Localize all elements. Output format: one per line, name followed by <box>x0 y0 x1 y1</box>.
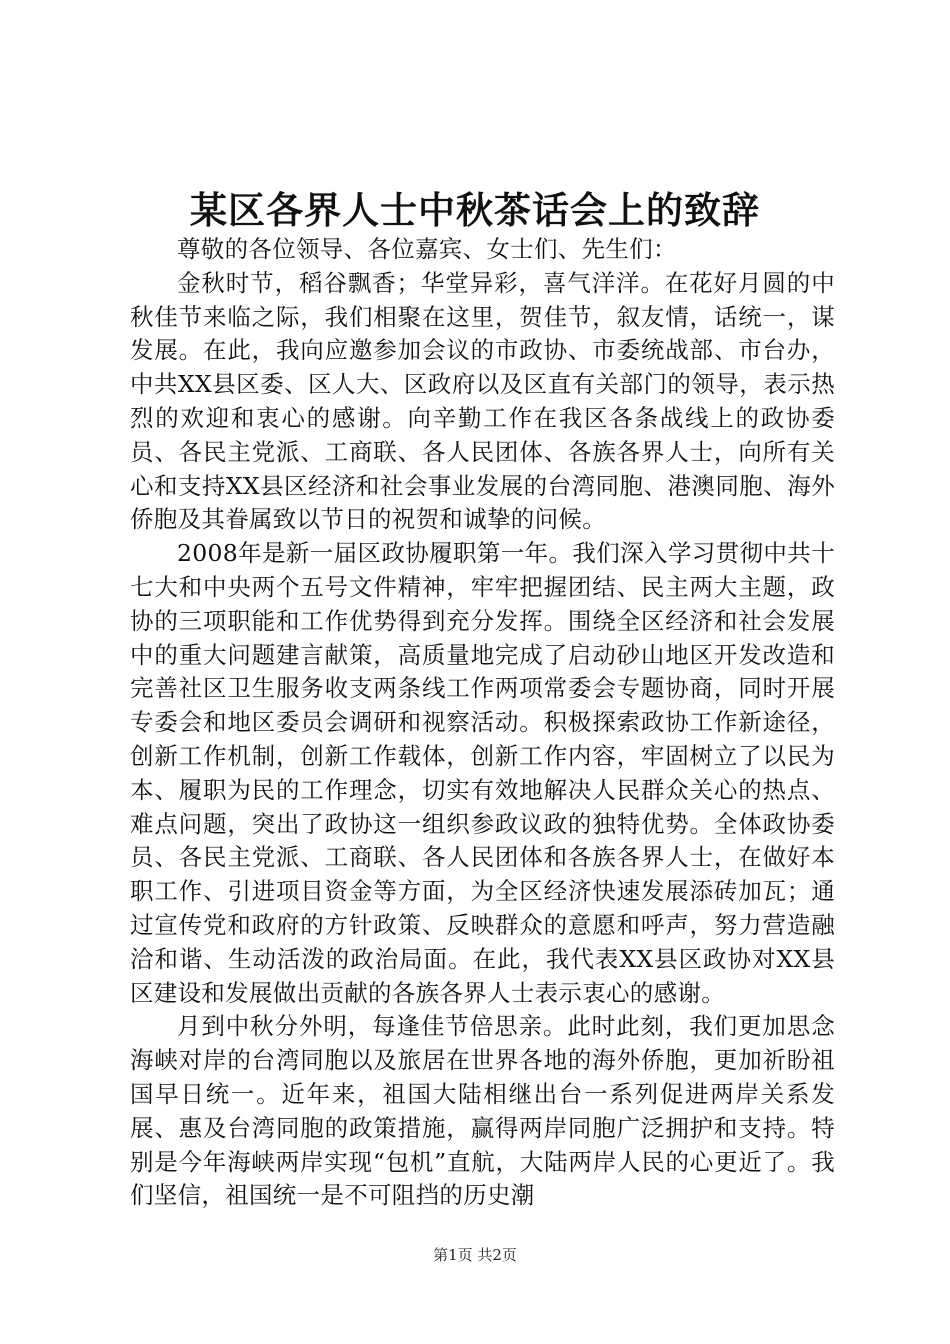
document-body <box>130 233 835 1213</box>
body-paragraph-3: 月到中秋分外明，每逢佳节倍思亲。此时此刻，我们更加思念海峡对岸的台湾同胞以及旅居在世界各地的海外侨胞，更加祈盼祖国早日统一。近年来，祖国大陆相继出台一系列促进两岸关系发展、惠及台湾同胞的政策措施，赢得两岸同胞广泛拥护和支持。特别是今年海峡两岸实现“包机”直航，大陆两岸人民的心更近了。我们坚信，祖国统一是不可阻挡的历史潮 <box>130 1012 835 1210</box>
salutation-paragraph: 尊敬的各位领导、各位嘉宾、女士们、先生们： <box>177 235 677 263</box>
page-number-footer: 第1页 共2页 <box>433 1246 517 1264</box>
body-paragraph-1: 金秋时节，稻谷飘香；华堂异彩，喜气洋洋。在花好月圆的中秋佳节来临之际，我们相聚在这里，贺佳节，叙友情，话统一，谋发展。在此，我向应邀参加会议的市政协、市委统战部、市台办，中共XX县区委、区人大、区政府以及区直有关部门的领导，表示热烈的欢迎和衷心的感谢。向辛勤工作在我区各条战线上的政协委员、各民主党派、工商联、各人民团体、各族各界人士，向所有关心和支持XX县区经济和社会事业发展的台湾同胞、港澳同胞、海外侨胞及其眷属致以节日的祝贺和诚挚的问候。 <box>130 268 835 534</box>
body-paragraph-2: 2008年是新一届区政协履职第一年。我们深入学习贯彻中共十七大和中央两个五号文件精神，牢牢把握团结、民主两大主题，政协的三项职能和工作优势得到充分发挥。围绕全区经济和社会发展中的重大问题建言献策，高质量地完成了启动砂山地区开发改造和完善社区卫生服务收支两条线工作两项常委会专题协商，同时开展专委会和地区委员会调研和视察活动。积极探索政协工作新途径，创新工作机制，创新工作载体，创新工作内容，牢固树立了以民为本、履职为民的工作理念，切实有效地解决人民群众关心的热点、难点问题，突出了政协这一组织参政议政的独特优势。全体政协委员、各民主党派、工商联、各人民团体和各族各界人士，在做好本职工作、引进项目资金等方面，为全区经济快速发展添砖加瓦；通过宣传党和政府的方针政策、反映群众的意愿和呼声，努力营造融洽和谐、生动活泼的政治局面。在此，我代表XX县区政协对XX县区建设和发展做出贡献的各族各界人士表示衷心的感谢。 <box>130 539 835 1007</box>
document-title: 某区各界人士中秋茶话会上的致辞 <box>190 188 760 232</box>
